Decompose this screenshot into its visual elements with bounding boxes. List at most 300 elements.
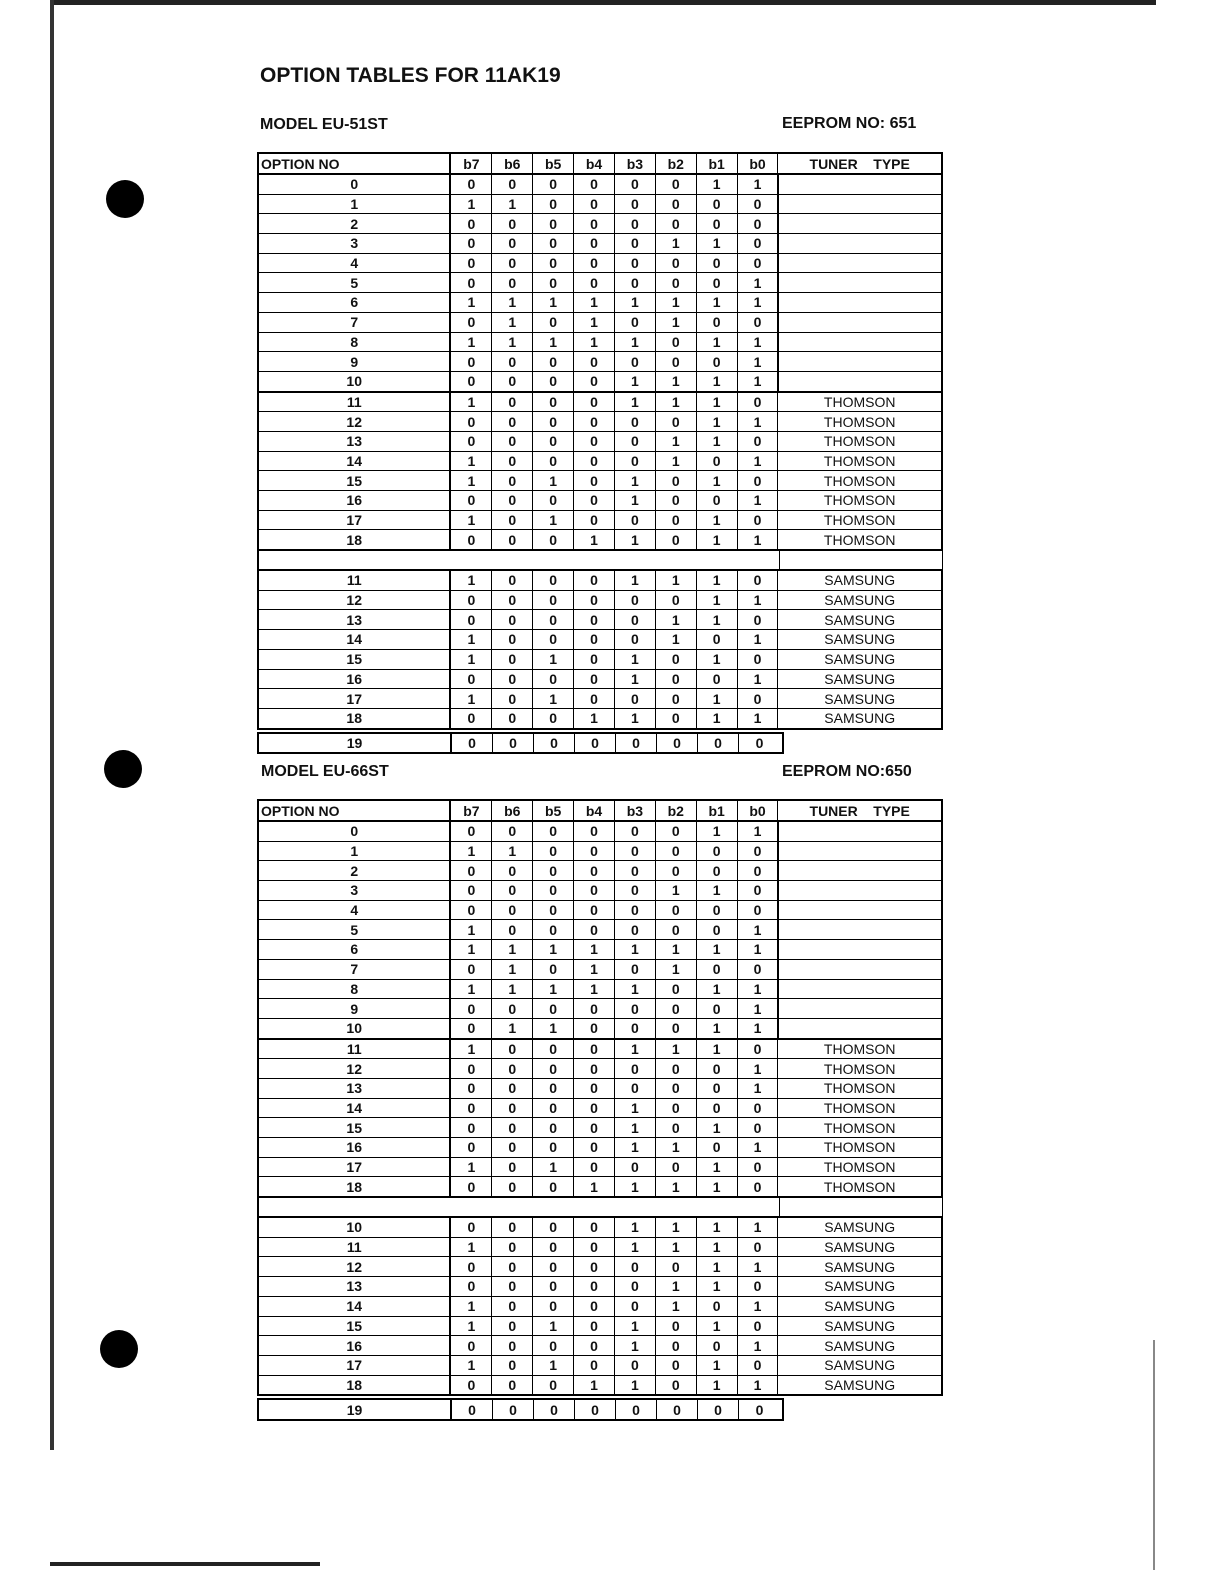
bit-cell-b6: 0 <box>492 1297 533 1316</box>
bit-cell-b0: 1 <box>738 940 779 959</box>
bit-cell-b4: 0 <box>574 1297 615 1316</box>
bit-cell-b2: 0 <box>656 333 697 352</box>
bit-cell-b4: 0 <box>574 822 615 841</box>
tuner-type-cell <box>778 980 941 999</box>
bit-cell-b3: 0 <box>615 881 656 900</box>
bit-cell-b1: 1 <box>697 822 738 841</box>
table-row <box>259 999 941 1019</box>
bit-cell-b5: 0 <box>533 1079 574 1098</box>
header-bit-b7: b7 <box>451 801 492 820</box>
bit-cell-b4: 0 <box>574 511 615 530</box>
bit-cell-b3: 1 <box>615 1376 656 1395</box>
option-no-cell: 17 <box>259 689 451 708</box>
bit-cell-b7: 1 <box>451 293 492 312</box>
bit-cell-b6: 0 <box>492 1040 533 1059</box>
bit-cell-b0: 0 <box>738 1040 779 1059</box>
bit-cell-b3: 1 <box>615 1336 656 1355</box>
bit-cell-b6: 0 <box>492 689 533 708</box>
tuner-type-cell: SAMSUNG <box>824 1298 896 1315</box>
option-no-cell: 3 <box>259 881 451 900</box>
bit-cell-b0: 0 <box>755 1401 764 1418</box>
option-no-cell: 6 <box>259 940 451 959</box>
bit-cell-b3: 1 <box>615 293 656 312</box>
bit-cell-b5: 0 <box>533 920 574 939</box>
punch-hole-1 <box>106 180 144 218</box>
bit-cell-b5: 0 <box>533 393 574 412</box>
bit-cell-b1: 0 <box>697 1099 738 1118</box>
bit-cell-b1: 1 <box>697 333 738 352</box>
bit-cell-b7: 0 <box>451 1099 492 1118</box>
table-row <box>259 1059 941 1079</box>
bit-cell-b5: 0 <box>533 1218 574 1237</box>
bit-cell-b2: 1 <box>656 393 697 412</box>
option-no-cell: 14 <box>259 1099 451 1118</box>
scan-edge-bottom <box>50 1562 320 1566</box>
tuner-type-cell <box>778 822 941 841</box>
bit-cell-b7: 0 <box>451 214 492 233</box>
bit-cell-b4: 1 <box>574 293 615 312</box>
bit-cell-b2: 1 <box>656 432 697 451</box>
bit-cell-b3: 0 <box>615 432 656 451</box>
bit-cell-b0: 0 <box>738 471 779 490</box>
bit-cell-b0: 0 <box>738 393 779 412</box>
bit-cell-b6: 0 <box>492 1356 533 1375</box>
bit-cell-b0: 1 <box>738 980 779 999</box>
bit-cell-b4: 0 <box>574 254 615 273</box>
table-row <box>259 1218 941 1238</box>
bit-cell-b3: 1 <box>615 1138 656 1157</box>
bit-cell-b4: 0 <box>574 471 615 490</box>
table-row <box>259 709 941 728</box>
bit-cell-b6: 1 <box>492 313 533 332</box>
bit-cell-b6: 0 <box>492 1059 533 1078</box>
option-table-eu66st <box>257 799 943 1421</box>
bit-cell-b0: 0 <box>738 195 779 214</box>
bit-cell-b2: 1 <box>656 630 697 649</box>
bit-cell-b5: 0 <box>533 960 574 979</box>
bit-cell-b1: 0 <box>697 920 738 939</box>
table-row <box>259 1079 941 1099</box>
scan-edge-right <box>1153 1340 1155 1570</box>
bit-cell-b0: 1 <box>738 670 779 689</box>
bit-cell-b3: 1 <box>615 1218 656 1237</box>
table-row <box>259 571 941 591</box>
bit-cell-b5: 0 <box>533 1040 574 1059</box>
bit-cell-b3: 1 <box>615 1238 656 1257</box>
bit-cell-b3: 0 <box>615 960 656 979</box>
table-row <box>259 313 941 333</box>
bit-cell-b5: 0 <box>533 881 574 900</box>
bit-cell-b4: 1 <box>574 1376 615 1395</box>
bit-cell-b4: 0 <box>574 352 615 371</box>
bit-cell-b3: 0 <box>615 1079 656 1098</box>
option-no-cell: 3 <box>259 234 451 253</box>
table-row <box>259 412 941 432</box>
table-row <box>259 530 941 549</box>
bit-cell-b4: 0 <box>574 861 615 880</box>
bit-cell-b5: 0 <box>533 822 574 841</box>
bit-cell-b0: 1 <box>738 822 779 841</box>
bit-cell-b6: 0 <box>492 175 533 194</box>
header-bit-b1: b1 <box>697 801 738 820</box>
bit-cell-b2: 0 <box>656 491 697 510</box>
bit-cell-b2: 0 <box>656 920 697 939</box>
bit-cell-b4: 1 <box>574 1177 615 1196</box>
bit-cell-b4: 0 <box>574 610 615 629</box>
bit-cell-b1: 1 <box>697 1177 738 1196</box>
bit-cell-b2: 1 <box>656 1040 697 1059</box>
bit-cell-b5: 0 <box>533 842 574 861</box>
bit-cell-b2: 1 <box>656 1218 697 1237</box>
bit-cell-b6: 0 <box>492 254 533 273</box>
bit-cell-b2: 0 <box>656 842 697 861</box>
tuner-type-cell <box>778 293 941 312</box>
bit-cell-b5: 0 <box>533 1138 574 1157</box>
bit-cell-b6: 0 <box>492 822 533 841</box>
bit-cell-b2: 0 <box>656 1336 697 1355</box>
bit-cell-b1: 1 <box>697 1238 738 1257</box>
table-row <box>259 1336 941 1356</box>
table-row <box>259 901 941 921</box>
bit-cell-b2: 1 <box>656 571 697 590</box>
header-bit-b0: b0 <box>738 154 779 173</box>
bit-cell-b3: 0 <box>615 273 656 292</box>
tuner-type-cell <box>778 333 941 352</box>
bit-cell-b5: 0 <box>533 452 574 471</box>
bit-cell-b7: 1 <box>451 689 492 708</box>
final-option-row <box>257 1398 784 1421</box>
bit-cell-b2: 0 <box>656 1079 697 1098</box>
tuner-type-cell <box>778 999 941 1018</box>
header-bit-b7: b7 <box>451 154 492 173</box>
bit-cell-b4: 0 <box>574 1336 615 1355</box>
bit-cell-b3: 1 <box>615 940 656 959</box>
bit-cell-b3: 0 <box>615 254 656 273</box>
tuner-type-cell: THOMSON <box>823 393 896 410</box>
table-row <box>259 980 941 1000</box>
bit-cell-b5: 0 <box>533 861 574 880</box>
bit-cell-b3: 0 <box>615 630 656 649</box>
bit-cell-b3: 0 <box>615 1257 656 1276</box>
bit-cell-b6: 0 <box>492 352 533 371</box>
bit-cell-b7: 0 <box>451 1257 492 1276</box>
bit-cell-b7: 0 <box>451 1336 492 1355</box>
header-bit-b3: b3 <box>615 154 656 173</box>
tuner-type-cell: THOMSON <box>823 1139 896 1156</box>
bit-cell-b0: 0 <box>738 1356 779 1375</box>
bit-cell-b4: 0 <box>574 999 615 1018</box>
tuner-type-cell: SAMSUNG <box>824 1337 896 1354</box>
bit-cell-b5: 1 <box>533 1019 574 1038</box>
tuner-type-cell <box>778 842 941 861</box>
bit-cell-b6: 0 <box>492 372 533 391</box>
bit-cell-b2: 0 <box>656 511 697 530</box>
bit-cell-b2: 1 <box>656 313 697 332</box>
bit-cell-b5: 0 <box>534 1400 575 1419</box>
bit-cell-b1: 0 <box>697 254 738 273</box>
bit-cell-b2: 0 <box>656 670 697 689</box>
bit-cell-b5: 1 <box>533 1356 574 1375</box>
bit-cell-b7: 1 <box>451 650 492 669</box>
bit-cell-b5: 0 <box>533 1297 574 1316</box>
model-label-2: MODEL EU-66ST <box>261 763 389 780</box>
bit-cell-b5: 0 <box>533 432 574 451</box>
bit-cell-b6: 0 <box>492 491 533 510</box>
option-no-cell: 15 <box>259 1317 451 1336</box>
table-row <box>259 1297 941 1317</box>
bit-cell-b7: 0 <box>451 822 492 841</box>
bit-cell-b7: 0 <box>451 530 492 549</box>
table-row <box>259 234 941 254</box>
bit-cell-b1: 1 <box>697 293 738 312</box>
bit-cell-b7: 1 <box>451 511 492 530</box>
option-no-cell: 8 <box>259 980 451 999</box>
table-row <box>259 1376 941 1395</box>
bit-cell-b0: 0 <box>738 881 779 900</box>
bit-cell-b4: 0 <box>574 901 615 920</box>
bit-cell-b0: 0 <box>738 1277 779 1296</box>
bit-cell-b7: 1 <box>451 333 492 352</box>
scan-edge-top <box>50 0 1156 5</box>
option-no-cell: 18 <box>259 1376 451 1395</box>
bit-cell-b0: 1 <box>738 999 779 1018</box>
bit-cell-b0: 1 <box>738 293 779 312</box>
bit-cell-b2: 0 <box>656 689 697 708</box>
tuner-type-cell <box>778 195 941 214</box>
table-row <box>259 1400 782 1419</box>
spacer-left <box>257 1198 779 1216</box>
option-no-cell: 1 <box>259 195 451 214</box>
bit-cell-b6: 0 <box>492 234 533 253</box>
option-no-cell: 5 <box>259 920 451 939</box>
option-no-cell: 17 <box>259 1356 451 1375</box>
bit-cell-b7: 1 <box>451 452 492 471</box>
bit-cell-b4: 1 <box>574 530 615 549</box>
table-row <box>259 630 941 650</box>
bit-cell-b6: 1 <box>492 333 533 352</box>
bit-cell-b3: 0 <box>615 822 656 841</box>
table-row <box>259 1356 941 1376</box>
bit-cell-b4: 0 <box>574 920 615 939</box>
bit-cell-b3: 1 <box>615 670 656 689</box>
table-row <box>259 1118 941 1138</box>
bit-cell-b2: 1 <box>656 293 697 312</box>
header-bit-b2: b2 <box>656 154 697 173</box>
tuner-type-cell: SAMSUNG <box>824 631 896 648</box>
bit-cell-b2: 0 <box>656 1019 697 1038</box>
table-row <box>259 650 941 670</box>
table-row <box>259 940 941 960</box>
bit-cell-b3: 0 <box>615 1019 656 1038</box>
bit-cell-b1: 1 <box>697 980 738 999</box>
bit-cell-b4: 0 <box>574 1040 615 1059</box>
bit-cell-b5: 0 <box>533 1376 574 1395</box>
bit-cell-b1: 1 <box>697 511 738 530</box>
table-row <box>259 960 941 980</box>
table-row <box>259 734 782 753</box>
bit-cell-b6: 0 <box>492 393 533 412</box>
bit-cell-b2: 0 <box>656 1257 697 1276</box>
tuner-type-cell: SAMSUNG <box>824 1258 896 1275</box>
bit-cell-b3: 0 <box>615 175 656 194</box>
table-row <box>259 1019 941 1038</box>
bit-cell-b0: 0 <box>755 734 764 751</box>
bit-cell-b1: 1 <box>697 1376 738 1395</box>
bit-cell-b5: 0 <box>533 372 574 391</box>
tuner-type-cell <box>778 254 941 273</box>
bit-cell-b5: 0 <box>533 571 574 590</box>
bit-cell-b7: 1 <box>451 1040 492 1059</box>
option-no-cell: 10 <box>259 1019 451 1038</box>
bit-cell-b5: 0 <box>533 1118 574 1137</box>
tuner-type-cell <box>778 234 941 253</box>
bit-cell-b6: 1 <box>492 940 533 959</box>
bit-cell-b6: 0 <box>492 1317 533 1336</box>
tuner-type-cell: THOMSON <box>823 1119 896 1136</box>
option-no-cell: 2 <box>259 861 451 880</box>
header-option-no: OPTION NO <box>259 154 451 173</box>
bit-cell-b7: 0 <box>451 1218 492 1237</box>
bit-cell-b3: 0 <box>615 313 656 332</box>
bit-cell-b1: 1 <box>697 1218 738 1237</box>
bit-cell-b4: 1 <box>574 980 615 999</box>
tuner-type-cell <box>778 940 941 959</box>
tuner-type-cell: SAMSUNG <box>824 1278 896 1295</box>
tuner-type-cell <box>778 901 941 920</box>
option-no-cell: 6 <box>259 293 451 312</box>
bit-cell-b6: 0 <box>492 1257 533 1276</box>
tuner-type-cell: SAMSUNG <box>824 690 896 707</box>
option-no-cell: 10 <box>259 372 451 391</box>
option-no-cell: 12 <box>259 1257 451 1276</box>
bit-cell-b7: 0 <box>451 372 492 391</box>
bit-cell-b3: 1 <box>615 1317 656 1336</box>
table-row <box>259 1317 941 1337</box>
table-row <box>259 1158 941 1178</box>
bit-cell-b0: 1 <box>738 709 779 728</box>
bit-cell-b6: 1 <box>492 842 533 861</box>
tuner-type-cell <box>778 960 941 979</box>
bit-cell-b0: 1 <box>738 1218 779 1237</box>
bit-cell-b4: 0 <box>574 1118 615 1137</box>
bit-cell-b2: 0 <box>656 471 697 490</box>
bit-cell-b1: 0 <box>698 734 739 753</box>
bit-cell-b0: 1 <box>738 1059 779 1078</box>
option-no-cell: 11 <box>259 1238 451 1257</box>
bit-cell-b0: 1 <box>738 273 779 292</box>
bit-cell-b3: 1 <box>615 1040 656 1059</box>
bit-cell-b1: 1 <box>697 1257 738 1276</box>
bit-cell-b1: 0 <box>697 901 738 920</box>
tuner-type-cell: SAMSUNG <box>824 611 896 628</box>
option-no-cell: 0 <box>259 175 451 194</box>
bit-cell-b1: 1 <box>697 1019 738 1038</box>
bit-cell-b1: 0 <box>698 1400 739 1419</box>
option-no-cell: 13 <box>259 432 451 451</box>
bit-cell-b0: 1 <box>738 1257 779 1276</box>
table-header-row <box>257 152 943 175</box>
tuner-type-cell <box>778 372 941 391</box>
model-label-1: MODEL EU-51ST <box>260 116 388 133</box>
bit-cell-b1: 0 <box>697 1059 738 1078</box>
bit-cell-b0: 0 <box>738 214 779 233</box>
bit-cell-b1: 1 <box>697 940 738 959</box>
bit-cell-b1: 0 <box>697 999 738 1018</box>
bit-cell-b0: 0 <box>738 234 779 253</box>
table-row <box>259 333 941 353</box>
page-title: OPTION TABLES FOR 11AK19 <box>260 64 561 87</box>
table-row <box>259 491 941 511</box>
bit-cell-b4: 0 <box>574 1317 615 1336</box>
table-row <box>259 1099 941 1119</box>
bit-cell-b4: 0 <box>574 1158 615 1177</box>
bit-cell-b5: 1 <box>533 1158 574 1177</box>
bit-cell-b5: 1 <box>533 980 574 999</box>
table-row <box>259 610 941 630</box>
header-bit-b2: b2 <box>656 801 697 820</box>
bit-cell-b4: 0 <box>574 1257 615 1276</box>
bit-cell-b3: 0 <box>615 1356 656 1375</box>
bit-cell-b4: 0 <box>574 273 615 292</box>
option-no-cell: 1 <box>259 842 451 861</box>
bit-cell-b7: 0 <box>451 1118 492 1137</box>
option-no-cell: 13 <box>259 1277 451 1296</box>
bit-cell-b5: 1 <box>533 471 574 490</box>
bit-cell-b7: 0 <box>452 1400 493 1419</box>
bit-cell-b0: 0 <box>738 1158 779 1177</box>
tuner-type-cell: SAMSUNG <box>824 592 896 609</box>
bit-cell-b1: 0 <box>697 195 738 214</box>
option-no-cell: 14 <box>259 1297 451 1316</box>
bit-cell-b2: 1 <box>656 1177 697 1196</box>
tuner-type-cell <box>778 1019 941 1038</box>
table-row <box>259 254 941 274</box>
header-bit-b6: b6 <box>492 801 533 820</box>
bit-cell-b2: 0 <box>656 1059 697 1078</box>
bit-cell-b5: 0 <box>533 1177 574 1196</box>
header-bit-b4: b4 <box>574 801 615 820</box>
bit-cell-b2: 1 <box>656 1297 697 1316</box>
bit-cell-b7: 0 <box>451 352 492 371</box>
bit-cell-b5: 0 <box>533 214 574 233</box>
bit-cell-b6: 0 <box>492 214 533 233</box>
bit-cell-b3: 0 <box>615 234 656 253</box>
bit-cell-b1: 0 <box>697 1336 738 1355</box>
bit-cell-b2: 0 <box>657 1400 698 1419</box>
bit-cell-b6: 0 <box>492 1158 533 1177</box>
bit-cell-b0: 1 <box>738 530 779 549</box>
tuner-type-cell: SAMSUNG <box>824 710 896 727</box>
bit-cell-b1: 1 <box>697 234 738 253</box>
table-spacer <box>257 551 943 569</box>
bit-cell-b3: 0 <box>615 901 656 920</box>
bit-cell-b0: 0 <box>738 571 779 590</box>
tuner-type-cell <box>778 352 941 371</box>
table-row <box>259 471 941 491</box>
bit-cell-b5: 0 <box>533 1257 574 1276</box>
bit-cell-b0: 1 <box>738 175 779 194</box>
bit-cell-b6: 0 <box>492 591 533 610</box>
bit-cell-b1: 0 <box>697 352 738 371</box>
bit-cell-b1: 1 <box>697 610 738 629</box>
bit-cell-b7: 0 <box>451 254 492 273</box>
bit-cell-b3: 0 <box>615 195 656 214</box>
bit-cell-b7: 0 <box>451 1059 492 1078</box>
bit-cell-b3: 0 <box>615 412 656 431</box>
bit-cell-b0: 1 <box>738 452 779 471</box>
bit-cell-b5: 0 <box>533 234 574 253</box>
bit-cell-b7: 1 <box>451 842 492 861</box>
